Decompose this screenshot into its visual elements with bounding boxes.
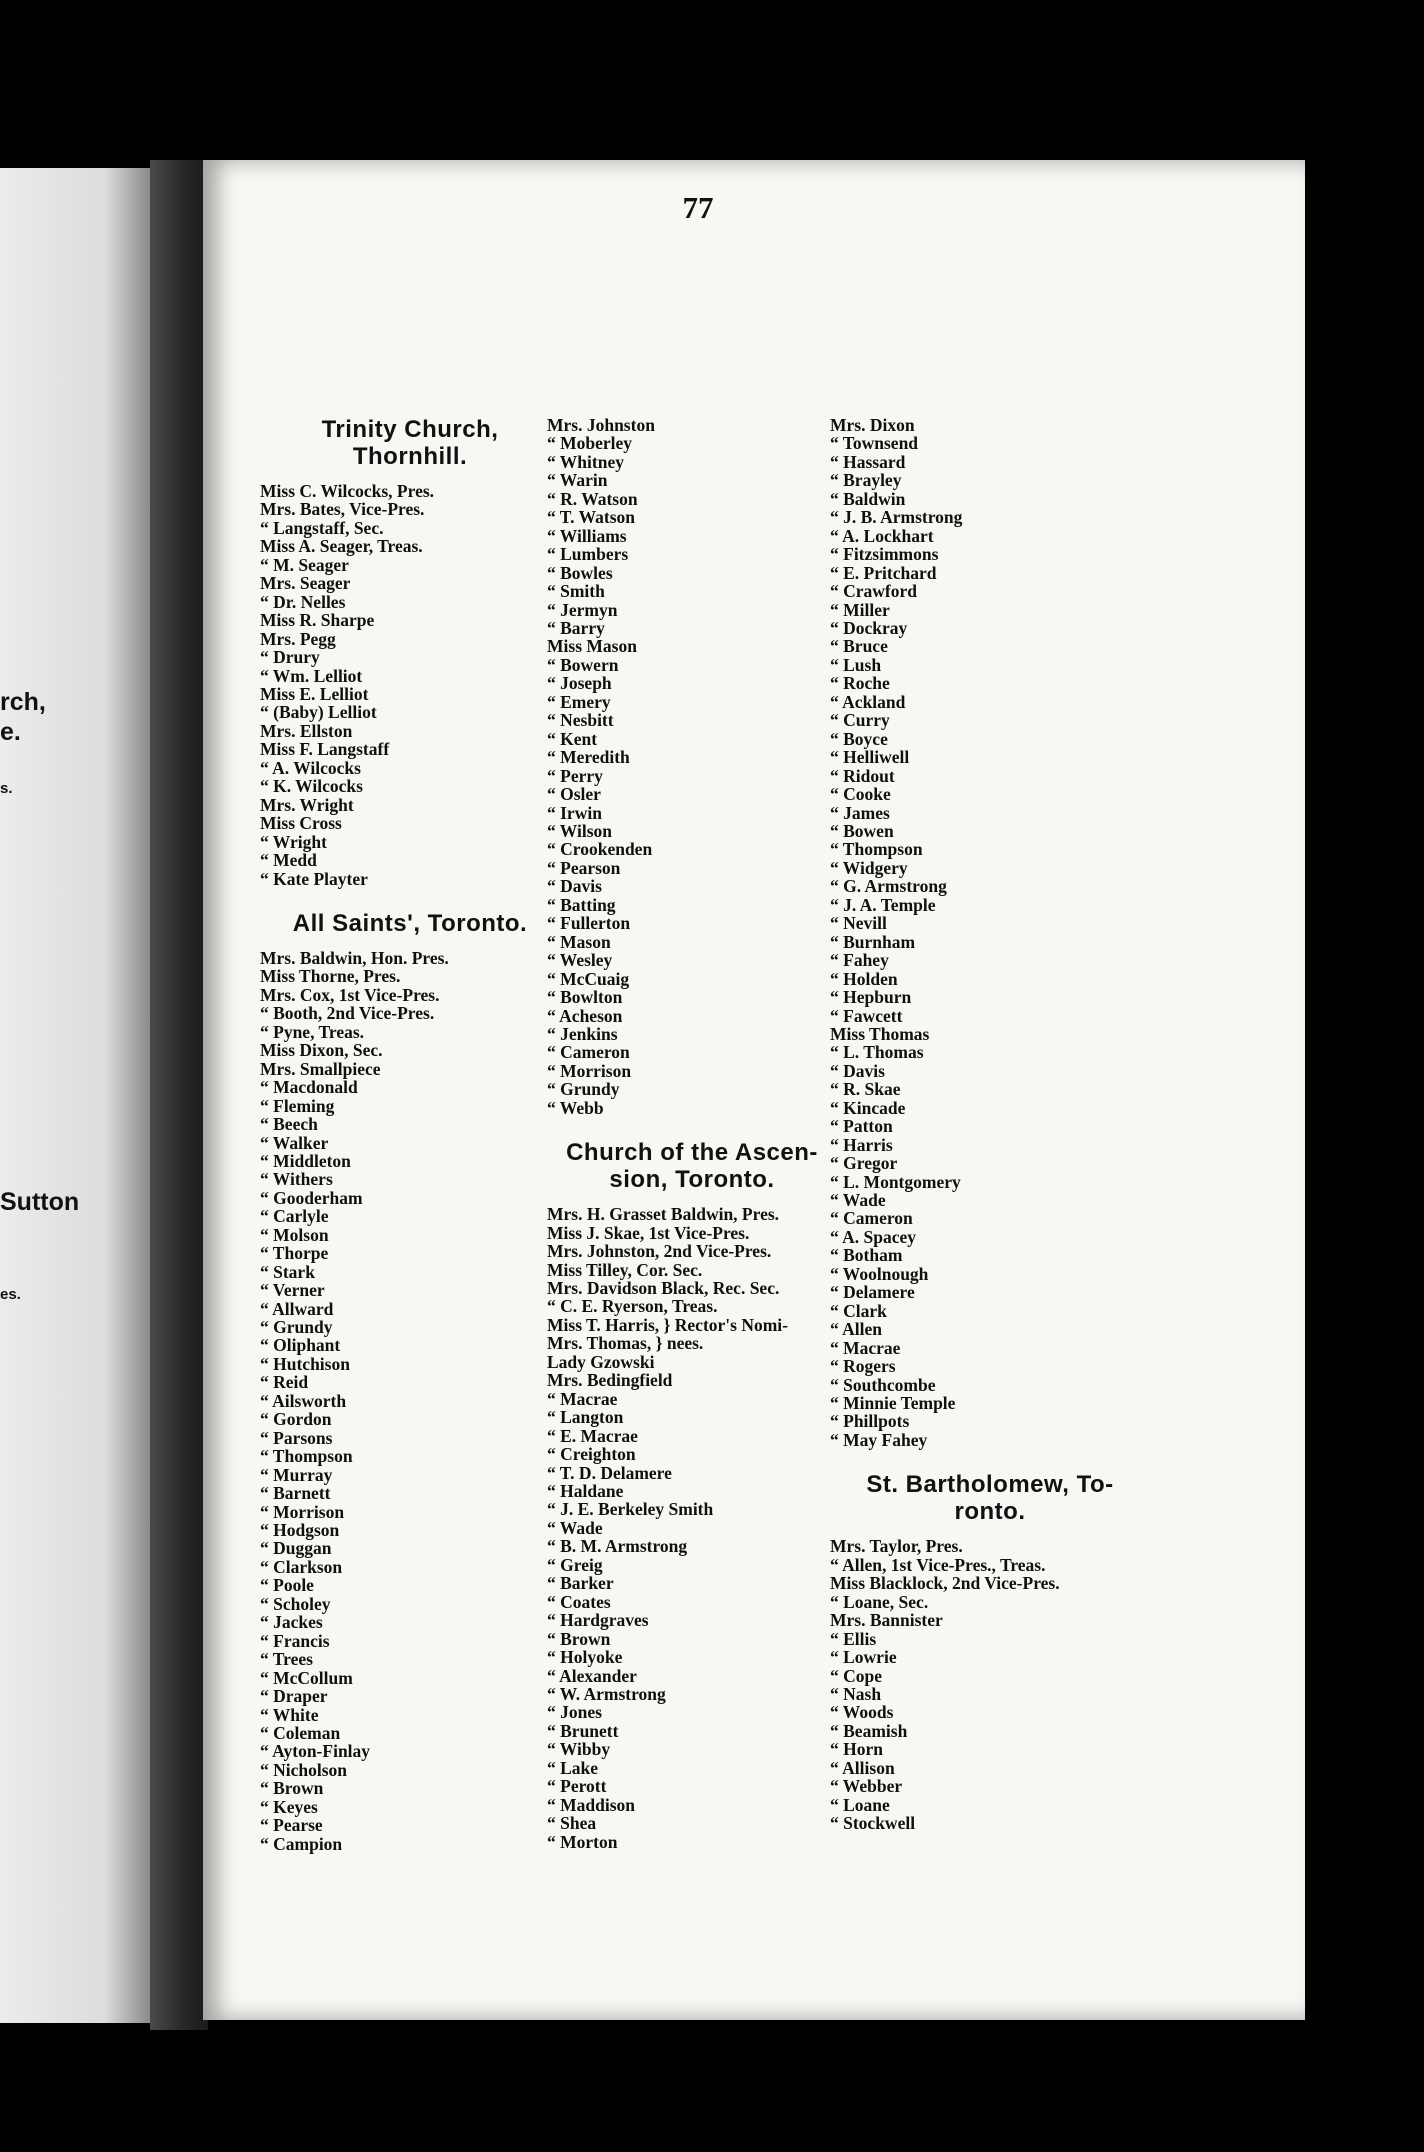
member-entry: “ Macrae — [547, 1388, 618, 1409]
member-entry: “ Davis — [547, 876, 602, 897]
member-entry: Mrs. Smallpiece — [260, 1058, 381, 1079]
member-entry: “ Thompson — [830, 839, 923, 860]
section-spacer — [830, 1449, 1150, 1471]
member-entry: “ Molson — [260, 1224, 329, 1245]
member-entry: “ Southcombe — [830, 1374, 936, 1395]
member-entry: “ B. M. Armstrong — [547, 1536, 688, 1557]
member-entry: “ Fitzsimmons — [830, 544, 939, 565]
member-entry: “ A. Lockhart — [830, 525, 934, 546]
member-entry: Mrs. Bates, Vice-Pres. — [260, 499, 425, 520]
member-entry: “ C. E. Ryerson, Treas. — [547, 1296, 718, 1317]
member-entry: Mrs. Ellston — [260, 720, 353, 741]
member-entry: “ Patton — [830, 1116, 893, 1137]
member-entry: “ Dr. Nelles — [260, 591, 346, 612]
member-entry: “ Osler — [547, 784, 601, 805]
member-entry: “ Stark — [260, 1261, 315, 1282]
member-entry: “ Trees — [260, 1649, 313, 1670]
member-entry: “ J. A. Temple — [830, 894, 936, 915]
member-entry: “ T. D. Delamere — [547, 1462, 672, 1483]
facing-page-fragment: es. — [0, 1286, 21, 1303]
member-entry: “ L. Montgomery — [830, 1171, 961, 1192]
member-entry: “ Kate Playter — [260, 868, 368, 889]
member-entry: “ Barker — [547, 1573, 614, 1594]
member-entry: Mrs. Thomas, } nees. — [547, 1333, 704, 1354]
member-entry: “ Loane — [830, 1794, 890, 1815]
member-entry: “ Cameron — [830, 1208, 913, 1229]
member-entry: “ Joseph — [547, 673, 612, 694]
member-entry: “ Cameron — [547, 1042, 630, 1063]
member-entry: “ Bowen — [830, 820, 894, 841]
member-entry: Miss F. Langstaff — [260, 739, 390, 760]
member-entry: “ Bruce — [830, 636, 888, 657]
member-entry: “ Creighton — [547, 1444, 636, 1465]
member-entry: “ A. Spacey — [830, 1226, 917, 1247]
member-entry: “ Brown — [260, 1778, 324, 1799]
member-entry: “ Crookenden — [547, 839, 653, 860]
member-entry: “ Poole — [260, 1575, 314, 1596]
page-number: 77 — [682, 190, 714, 225]
member-entry: Mrs. Johnston, 2nd Vice-Pres. — [547, 1241, 772, 1262]
section-heading: All Saints', Toronto. — [292, 909, 528, 937]
facing-page-edge — [0, 168, 150, 2023]
member-entry: “ Lush — [830, 654, 882, 675]
member-entry: “ Beamish — [830, 1720, 908, 1741]
member-entry: “ White — [260, 1704, 319, 1725]
member-entry: “ Woods — [830, 1702, 894, 1723]
column-left — [260, 416, 560, 1853]
member-entry: “ Shea — [547, 1813, 597, 1834]
member-entry: “ Gordon — [260, 1409, 332, 1430]
facing-page-fragment: e. — [0, 718, 21, 746]
member-entry: “ Nicholson — [260, 1759, 348, 1780]
member-entry: “ Clark — [830, 1300, 887, 1321]
member-entry: Mrs. Cox, 1st Vice-Pres. — [260, 984, 440, 1005]
member-entry: “ Verner — [260, 1280, 325, 1301]
member-entry: “ Wesley — [547, 950, 613, 971]
member-entry: “ Miller — [830, 599, 890, 620]
member-entry: “ Brayley — [830, 470, 902, 491]
member-entry: Miss Mason — [547, 636, 637, 657]
member-entry: “ Langstaff, Sec. — [260, 517, 384, 538]
member-entry: “ W. Armstrong — [547, 1684, 666, 1704]
member-entry: “ Ellis — [830, 1628, 877, 1649]
member-entry: “ K. Wilcocks — [260, 776, 363, 797]
member-entry: Mrs. Seager — [260, 573, 351, 594]
member-entry: “ Nesbitt — [547, 710, 614, 731]
member-entry: “ Grundy — [260, 1317, 333, 1338]
member-entry: “ Wright — [260, 831, 327, 852]
member-entry: “ Walker — [260, 1132, 329, 1153]
member-entry: “ Ayton-Finlay — [260, 1741, 371, 1762]
member-entry: “ L. Thomas — [830, 1042, 924, 1063]
member-entry: “ Morton — [547, 1831, 618, 1852]
member-entry: “ Macdonald — [260, 1077, 358, 1098]
member-entry: “ Hutchison — [260, 1353, 350, 1374]
section-heading: ronto. — [954, 1498, 1026, 1526]
member-entry: “ M. Seager — [260, 554, 349, 575]
member-entry: “ Jermyn — [547, 599, 618, 620]
member-entry: “ Perry — [547, 765, 603, 786]
member-entry: “ Carlyle — [260, 1206, 329, 1227]
member-entry: Miss Thorne, Pres. — [260, 966, 401, 987]
member-entry: “ Dockray — [830, 617, 908, 638]
member-entry: “ Allen, 1st Vice-Pres., Treas. — [830, 1554, 1046, 1575]
member-entry: “ Booth, 2nd Vice-Pres. — [260, 1003, 435, 1024]
member-entry: “ Gooderham — [260, 1187, 363, 1208]
member-entry: Mrs. Wright — [260, 794, 354, 815]
member-entry: “ Hodgson — [260, 1520, 340, 1541]
member-entry: “ Duggan — [260, 1538, 332, 1559]
member-entry: “ J. B. Armstrong — [830, 507, 963, 528]
member-entry: Miss E. Lelliot — [260, 683, 369, 704]
facing-page-fragment: Sutton — [0, 1188, 80, 1216]
member-entry: Lady Gzowski — [547, 1351, 655, 1372]
member-entry: “ McCuaig — [547, 968, 630, 989]
member-entry: “ Fleming — [260, 1095, 335, 1116]
section-heading: Trinity Church, — [321, 416, 499, 443]
member-entry: “ Francis — [260, 1630, 330, 1651]
member-entry: “ Cope — [830, 1665, 883, 1686]
member-entry: “ Stockwell — [830, 1813, 916, 1834]
member-entry: “ Curry — [830, 710, 890, 731]
member-entry: “ Morrison — [260, 1501, 345, 1522]
facing-page-fragment: rch, — [0, 688, 46, 716]
member-entry: “ Reid — [260, 1372, 309, 1393]
member-entry: “ Fahey — [830, 950, 889, 971]
member-entry: “ Lowrie — [830, 1647, 897, 1668]
member-entry: “ Barry — [547, 617, 605, 638]
member-entry: “ Webb — [547, 1097, 604, 1118]
member-entry: “ Barnett — [260, 1483, 331, 1504]
book-spine-shadow — [150, 160, 208, 2030]
member-entry: “ Macrae — [830, 1337, 901, 1358]
member-entry: “ Batting — [547, 894, 616, 915]
facing-page-fragment: s. — [0, 780, 13, 797]
member-entry: “ Rogers — [830, 1356, 896, 1377]
member-entry: “ Drury — [260, 647, 320, 668]
member-entry: “ Gregor — [830, 1153, 898, 1174]
member-entry: “ Wm. Lelliot — [260, 665, 363, 686]
member-entry: Mrs. Johnston — [547, 415, 655, 435]
member-entry: “ Parsons — [260, 1427, 333, 1448]
member-entry: “ Widgery — [830, 857, 908, 878]
member-entry: “ Acheson — [547, 1005, 623, 1026]
member-entry: Miss J. Skae, 1st Vice-Pres. — [547, 1222, 750, 1243]
member-entry: “ J. E. Berkeley Smith — [547, 1499, 714, 1520]
section-spacer — [547, 1117, 837, 1139]
member-entry: “ Pearse — [260, 1815, 323, 1836]
member-entry: “ Hepburn — [830, 987, 912, 1008]
member-entry: “ R. Skae — [830, 1079, 901, 1100]
member-entry: “ Bowlton — [547, 987, 623, 1008]
member-entry: “ Webber — [830, 1776, 903, 1797]
member-entry: “ Perott — [547, 1776, 607, 1797]
member-entry: “ Townsend — [830, 433, 919, 454]
member-entry: “ Clarkson — [260, 1556, 343, 1577]
member-entry: “ G. Armstrong — [830, 876, 947, 897]
member-entry: “ Fawcett — [830, 1005, 903, 1026]
member-entry: “ Ridout — [830, 765, 895, 786]
member-entry: “ Jones — [547, 1702, 602, 1723]
member-entry: “ Ackland — [830, 691, 906, 712]
member-entry: “ Whitney — [547, 451, 624, 472]
member-entry: Miss A. Seager, Treas. — [260, 536, 423, 557]
member-entry: “ Phillpots — [830, 1411, 910, 1432]
member-entry: “ Roche — [830, 673, 890, 694]
member-entry: “ Maddison — [547, 1794, 636, 1815]
member-entry: “ Beech — [260, 1114, 318, 1135]
member-entry: “ Brown — [547, 1628, 611, 1649]
member-entry: “ Woolnough — [830, 1263, 929, 1284]
member-entry: “ Nash — [830, 1684, 882, 1704]
member-entry: “ Medd — [260, 850, 317, 871]
section-heading: Thornhill. — [352, 443, 468, 470]
member-entry: “ Holden — [830, 968, 898, 989]
member-entry: Miss T. Harris, } Rector's Nomi- — [547, 1314, 788, 1335]
member-entry: “ Allward — [260, 1298, 334, 1319]
member-entry: “ Smith — [547, 581, 605, 602]
member-entry: “ T. Watson — [547, 507, 636, 528]
member-entry: “ Davis — [830, 1060, 885, 1081]
member-entry: “ Lake — [547, 1757, 599, 1778]
member-entry: “ Bowern — [547, 654, 619, 675]
member-entry: “ Wade — [547, 1517, 603, 1538]
member-entry: “ Allen — [830, 1319, 883, 1340]
member-entry: “ Mason — [547, 931, 611, 952]
member-entry: Miss Cross — [260, 813, 342, 834]
member-entry: “ E. Macrae — [547, 1425, 638, 1446]
member-entry: “ Williams — [547, 525, 627, 546]
member-entry: “ Campion — [260, 1833, 343, 1854]
member-entry: “ Emery — [547, 691, 611, 712]
member-entry: “ Moberley — [547, 433, 633, 454]
member-entry: Miss R. Sharpe — [260, 610, 375, 631]
member-entry: “ Coates — [547, 1591, 611, 1612]
member-entry: “ Pearson — [547, 857, 621, 878]
member-entry: “ Jackes — [260, 1612, 323, 1633]
section-heading: St. Bartholomew, To- — [866, 1471, 1114, 1499]
member-entry: “ Holyoke — [547, 1647, 623, 1668]
section-heading: sion, Toronto. — [609, 1166, 775, 1194]
member-entry: “ Coleman — [260, 1723, 341, 1743]
member-entry: “ Meredith — [547, 747, 630, 768]
member-entry: “ Scholey — [260, 1593, 331, 1614]
member-entry: “ Alexander — [547, 1665, 637, 1686]
member-entry: Mrs. Bannister — [830, 1610, 943, 1631]
member-entry: Miss Tilley, Cor. Sec. — [547, 1259, 703, 1280]
member-entry: “ May Fahey — [830, 1429, 928, 1450]
member-entry: “ Botham — [830, 1245, 903, 1266]
member-entry: Miss Blacklock, 2nd Vice-Pres. — [830, 1573, 1060, 1594]
member-entry: “ Middleton — [260, 1150, 351, 1171]
member-entry: “ Hassard — [830, 451, 906, 472]
section-heading: Church of the Ascen- — [566, 1139, 818, 1167]
member-entry: “ Harris — [830, 1134, 893, 1155]
member-entry: “ R. Watson — [547, 488, 638, 509]
member-entry: “ James — [830, 802, 890, 823]
member-entry: Mrs. Pegg — [260, 628, 336, 649]
member-entry: Mrs. Dixon — [830, 415, 915, 435]
member-entry: “ Haldane — [547, 1481, 624, 1502]
member-entry: “ Draper — [260, 1686, 328, 1707]
member-entry: “ E. Pritchard — [830, 562, 937, 583]
member-entry: “ Fullerton — [547, 913, 631, 934]
member-entry: “ Loane, Sec. — [830, 1591, 929, 1612]
member-entry: “ Jenkins — [547, 1023, 618, 1044]
section-spacer — [260, 888, 560, 910]
member-entry: Mrs. Bedingfield — [547, 1370, 673, 1391]
member-entry: “ A. Wilcocks — [260, 757, 361, 778]
member-entry: Miss Dixon, Sec. — [260, 1040, 383, 1061]
member-entry: “ Wade — [830, 1190, 886, 1211]
member-entry: “ Wibby — [547, 1739, 611, 1760]
member-entry: “ Oliphant — [260, 1335, 341, 1356]
member-entry: “ Thompson — [260, 1446, 353, 1467]
member-entry: “ Keyes — [260, 1796, 318, 1817]
member-entry: Mrs. Davidson Black, Rec. Sec. — [547, 1278, 780, 1299]
member-entry: “ Crawford — [830, 581, 917, 602]
member-entry: “ Helliwell — [830, 747, 910, 768]
member-entry: “ Langton — [547, 1407, 624, 1428]
member-entry: Mrs. H. Grasset Baldwin, Pres. — [547, 1204, 780, 1225]
member-entry: “ Kent — [547, 728, 598, 749]
member-entry: “ Lumbers — [547, 544, 629, 565]
member-entry: “ Wilson — [547, 820, 613, 841]
member-entry: “ Ailsworth — [260, 1390, 347, 1411]
member-entry: “ Pyne, Treas. — [260, 1021, 365, 1042]
member-entry: “ McCollum — [260, 1667, 353, 1688]
member-entry: “ Nevill — [830, 913, 887, 934]
member-entry: Miss Thomas — [830, 1023, 930, 1044]
member-entry: “ Greig — [547, 1554, 603, 1575]
member-entry: “ Morrison — [547, 1060, 632, 1081]
member-entry: “ Brunett — [547, 1720, 619, 1741]
member-entry: “ Delamere — [830, 1282, 915, 1303]
member-entry: “ Cooke — [830, 784, 891, 805]
member-entry: “ Baldwin — [830, 488, 906, 509]
member-entry: “ Allison — [830, 1757, 895, 1778]
member-entry: Mrs. Baldwin, Hon. Pres. — [260, 947, 449, 968]
member-entry: “ Boyce — [830, 728, 888, 749]
member-entry: “ Horn — [830, 1739, 883, 1760]
member-entry: Miss C. Wilcocks, Pres. — [260, 481, 435, 501]
column-middle — [547, 416, 837, 1851]
member-entry: “ Grundy — [547, 1079, 620, 1100]
member-entry: Mrs. Taylor, Pres. — [830, 1536, 963, 1557]
column-right — [830, 416, 1150, 1833]
member-entry: “ Thorpe — [260, 1243, 329, 1264]
member-entry: “ Minnie Temple — [830, 1393, 956, 1414]
member-entry: “ Hardgraves — [547, 1610, 649, 1631]
member-entry: “ Warin — [547, 470, 608, 491]
member-entry: “ (Baby) Lelliot — [260, 702, 377, 723]
member-entry: “ Kincade — [830, 1097, 906, 1118]
member-entry: “ Irwin — [547, 802, 602, 823]
member-entry: “ Withers — [260, 1169, 333, 1190]
member-entry: “ Burnham — [830, 931, 916, 952]
member-entry: “ Bowles — [547, 562, 613, 583]
member-entry: “ Murray — [260, 1464, 333, 1485]
